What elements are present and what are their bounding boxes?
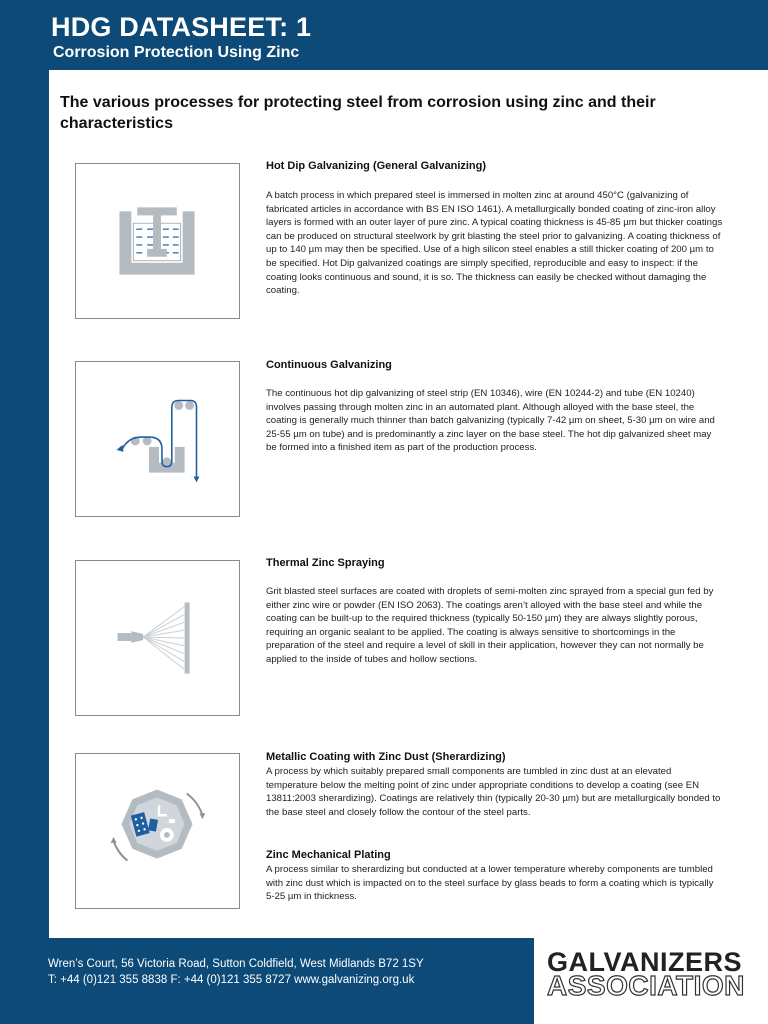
section-body-thermal-spray: Grit blasted steel surfaces are coated with droplets of semi-molten zinc sprayed from a special gun fed by either zinc wire or powder (EN ISO 2063). The coatings aren’t alloyed with the base steel and while the coating can be built-up to the required thickness (typically 50-150 µm) they are always slightly porous, requiring an organic sealant to be applied. The coating is always sensitive to shortcomings in the preparation of the steel and require a level of skill in their application, however they can not normally be applied to the inside of tubes and hollow sections. xyxy=(266,586,714,665)
section-body-continuous: The continuous hot dip galvanizing of steel strip (EN 10346), wire (EN 10244-2) and tube (EN 10240) involves passing through molten zinc in an automated plant. Although alloyed with the base steel, the coating is generally much thinner than batch galvanizing (typically 7-42 µm on sheet, 5-30 µm on wire and 25-55 µm on tube) and is predominantly a zinc layer on the base steel. The hot dip galvanized sheet may be formed into a finished item as part of the production process. xyxy=(266,388,715,454)
galvanizing-bath-icon xyxy=(76,164,239,318)
logo-line-1: GALVANIZERS xyxy=(547,947,743,977)
spray-gun-icon xyxy=(76,561,239,715)
section-title-mechanical-plating: Zinc Mechanical Plating xyxy=(266,849,391,861)
footer-contact xyxy=(48,956,424,988)
section-title-thermal-spray: Thermal Zinc Spraying xyxy=(266,557,385,569)
page-heading: The various processes for protecting steel from corrosion using zinc and their characteristics xyxy=(60,94,656,132)
strip-line-icon xyxy=(76,362,239,516)
section-body-sherardizing: A process by which suitably prepared small components are tumbled in zinc dust at an elevated temperature below the melting point of zinc under appropriate conditions to develop a coating (see EN 13811:2003 sherardizing). Coatings are relatively thin (typically 20-30 µm) but are metallurgically bonded to the base steel and closely follow the contour of the steel parts. xyxy=(266,766,721,818)
section-body-hot-dip: A batch process in which prepared steel is immersed in molten zinc at around 450°C (galvanizing of fabricated articles in accordance with BS EN ISO 1461). A metallurgically bonded coating of zinc-iron alloy layers is formed with an outer layer of pure zinc. A typical coating thickness is 45-85 µm but thicker coatings can be produced on structural steelwork by grit blasting the steel prior to galvanizing. A coating thickness of up to 140 µm may then be specified. Use of a high silicon steel enables a still thicker coating of 200 µm to be specified. Hot Dip galvanized coatings are simply specified, reproducible and easy to inspect: if the coating looks continuous and sound, it is so. The thickness can easily be checked without damaging the coating. xyxy=(266,190,723,297)
section-title-sherardizing: Metallic Coating with Zinc Dust (Sherardizing) xyxy=(266,751,506,763)
section-title-hot-dip: Hot Dip Galvanizing (General Galvanizing) xyxy=(266,160,487,172)
header-bar xyxy=(0,0,768,70)
sherardizing-illustration xyxy=(75,753,240,909)
section-body-mechanical-plating: A process similar to sherardizing but conducted at a lower temperature whereby components are tumbled with zinc dust which is impacted on to the steel surface by glass beads to form a coating which is typically 5-25 µm in thickness. xyxy=(266,864,714,903)
thermal-spray-illustration xyxy=(75,560,240,716)
datasheet-subtitle: Corrosion Protection Using Zinc xyxy=(53,44,300,61)
section-title-continuous: Continuous Galvanizing xyxy=(266,359,392,371)
hot-dip-illustration xyxy=(75,163,240,319)
footer-phone-web: T: +44 (0)121 355 8838 F: +44 (0)121 355 8727 www.galvanizing.org.uk xyxy=(48,974,415,986)
datasheet-title: HDG DATASHEET: 1 xyxy=(51,12,312,42)
continuous-illustration xyxy=(75,361,240,517)
logo-line-2: ASSOCIATION xyxy=(547,970,745,1001)
tumbling-drum-icon xyxy=(76,754,239,908)
galvanizers-association-logo xyxy=(534,937,768,1024)
footer-address: Wren’s Court, 56 Victoria Road, Sutton Coldfield, West Midlands B72 1SY xyxy=(48,958,424,970)
